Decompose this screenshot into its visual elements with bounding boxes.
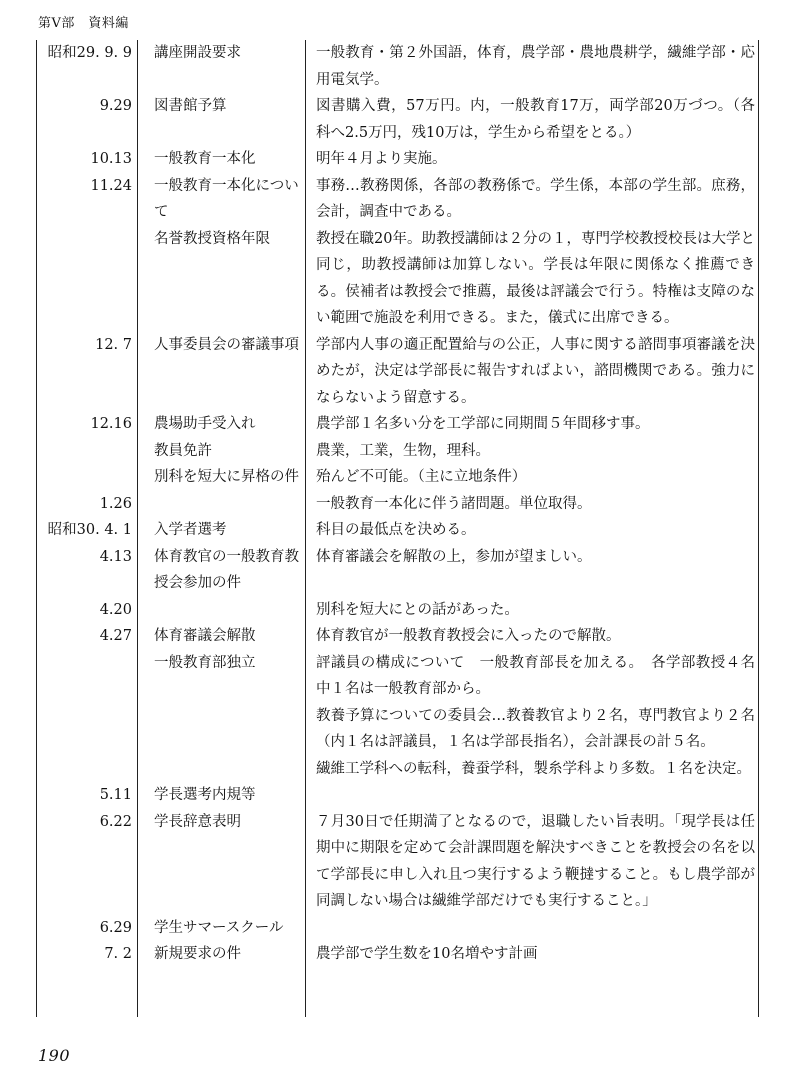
item-cell: 一般教育部独立 xyxy=(154,654,256,671)
date-cell xyxy=(36,756,138,783)
table-row xyxy=(36,941,759,968)
description-cell xyxy=(306,915,759,942)
description-cell: 図書購入費，57万円。内，一般教育17万，両学部20万づつ。（各科へ2.5万円，残10万は，学生から希望をとる。） xyxy=(316,98,755,141)
table-row xyxy=(36,809,759,915)
item-cell: 教員免許 xyxy=(154,442,212,459)
description-cell: 一般教育・第２外国語，体育，農学部・農地農耕学，繊維学部・応用電気学。 xyxy=(316,45,755,88)
item-cell: 学生サマースクール xyxy=(154,919,284,936)
item-cell: 一般教育一本化 xyxy=(154,151,256,167)
item-cell: 学長選考内規等 xyxy=(154,787,256,803)
item-cell xyxy=(138,491,306,518)
item-cell: 人事委員会の審議事項 xyxy=(154,336,299,353)
table-row xyxy=(36,332,759,412)
item-cell: 農場助手受入れ xyxy=(154,416,256,432)
description-cell: 教授在職20年。助教授講師は２分の１，専門学校教授校長は大学と同じ，助教授講師は加算しない。学長は年限に関係なく推薦できる。侯補者は教授会で推薦，最後は評議会で行う。特権は支障のない範囲で施設を利用できる。また，儀式に出席できる。 xyxy=(316,230,755,326)
date-cell: 12.16 xyxy=(90,416,132,432)
item-cell: 体育教官の一般教育教授会参加の件 xyxy=(154,548,299,591)
table-row xyxy=(36,782,759,809)
description-cell xyxy=(306,782,759,809)
table-row xyxy=(36,93,759,146)
table-row xyxy=(36,438,759,465)
table-row xyxy=(36,491,759,518)
date-cell: 4.27 xyxy=(99,628,132,644)
date-cell: 昭和30. 4. 1 xyxy=(47,522,132,538)
description-cell: 農学部１名多い分を工学部に同期間５年間移す事。 xyxy=(316,416,650,432)
table-row xyxy=(36,756,759,783)
date-cell: 4.13 xyxy=(99,548,132,565)
table-row xyxy=(36,915,759,942)
item-cell: 名誉教授資格年限 xyxy=(154,230,270,247)
date-cell xyxy=(36,650,138,703)
description-cell: 体育教官が一般教育教授会に入ったので解散。 xyxy=(316,628,621,644)
item-cell: 新規要求の件 xyxy=(154,946,241,962)
table-row xyxy=(36,597,759,624)
item-cell: 別科を短大に昇格の件 xyxy=(154,469,299,485)
description-cell: 学部内人事の適正配置給与の公正，人事に関する諮問事項審議を決めたが，決定は学部長に報告すればよい，諮問機関である。強力にならないよう留意する。 xyxy=(316,336,755,406)
page-number: 190 xyxy=(38,1046,71,1065)
table-row xyxy=(36,464,759,491)
table-row xyxy=(36,703,759,756)
description-cell: 農業，工業，生物，理科。 xyxy=(316,442,490,459)
date-cell: 1.26 xyxy=(99,495,132,512)
date-cell xyxy=(36,464,138,491)
item-cell: 学長辞意表明 xyxy=(154,813,241,830)
description-cell: 一般教育一本化に伴う諸問題。単位取得。 xyxy=(316,495,592,512)
date-cell: 6.22 xyxy=(99,813,132,830)
description-cell: 評議員の構成について 一般教育部長を加える。 各学部教授４名中１名は一般教育部から。 xyxy=(316,654,755,697)
date-cell: 4.20 xyxy=(99,601,132,618)
description-cell: 教養予算についての委員会…教養教官より２名，専門教官より２名（内１名は評議員，１名は学部長指名），会計課長の計５名。 xyxy=(316,707,755,750)
date-cell xyxy=(36,226,138,332)
table-row xyxy=(36,146,759,173)
table-row xyxy=(36,40,759,93)
date-cell: 11.24 xyxy=(90,177,132,194)
description-cell: 別科を短大にとの話があった。 xyxy=(316,601,519,618)
chronology-table xyxy=(36,40,759,1017)
table-row xyxy=(36,173,759,226)
table-row xyxy=(36,544,759,597)
table-row xyxy=(36,517,759,544)
item-cell: 図書館予算 xyxy=(154,98,227,114)
date-cell: 7. 2 xyxy=(104,946,132,962)
description-cell: 体育審議会を解散の上，参加が望ましい。 xyxy=(316,548,592,565)
table-row xyxy=(36,226,759,332)
date-cell: 昭和29. 9. 9 xyxy=(47,45,132,61)
item-cell: 講座開設要求 xyxy=(154,45,241,61)
table-row xyxy=(36,623,759,650)
description-cell: 農学部で学生数を10名増やす計画 xyxy=(316,946,538,962)
date-cell: 9.29 xyxy=(99,98,132,114)
page-header: 第Ⅴ部 資料編 xyxy=(38,16,129,31)
item-cell: 入学者選考 xyxy=(154,522,227,538)
description-cell: 事務…教務関係，各部の教務係で。学生係，本部の学生部。庶務，会計，調査中である。 xyxy=(316,177,755,220)
item-cell xyxy=(138,703,306,756)
item-cell xyxy=(138,597,306,624)
item-cell: 一般教育一本化について xyxy=(154,177,299,220)
table-row xyxy=(36,650,759,703)
date-cell: 5.11 xyxy=(99,787,132,803)
description-cell: 科目の最低点を決める。 xyxy=(316,522,476,538)
date-cell xyxy=(36,703,138,756)
description-cell: 明年４月より実施。 xyxy=(316,151,447,167)
description-cell: 繊維工学科への転科，養蚕学科，製糸学科より多数。１名を決定。 xyxy=(316,760,751,777)
table-row xyxy=(36,411,759,438)
item-cell xyxy=(138,756,306,783)
description-cell: 殆んど不可能。（主に立地条件） xyxy=(316,469,527,485)
description-cell: ７月30日で任期満了となるので，退職したい旨表明。「現学長は任期中に期限を定めて会計課問題を解決すべきことを教授会の名を以て学部長に申し入れ且つ実行するよう鞭撻すること。もし農学部が同調しない場合は繊維学部だけでも実行すること。」 xyxy=(316,813,755,909)
date-cell xyxy=(36,438,138,465)
date-cell: 10.13 xyxy=(90,151,132,167)
date-cell: 12. 7 xyxy=(95,336,132,353)
item-cell: 体育審議会解散 xyxy=(154,628,256,644)
date-cell: 6.29 xyxy=(99,919,132,936)
